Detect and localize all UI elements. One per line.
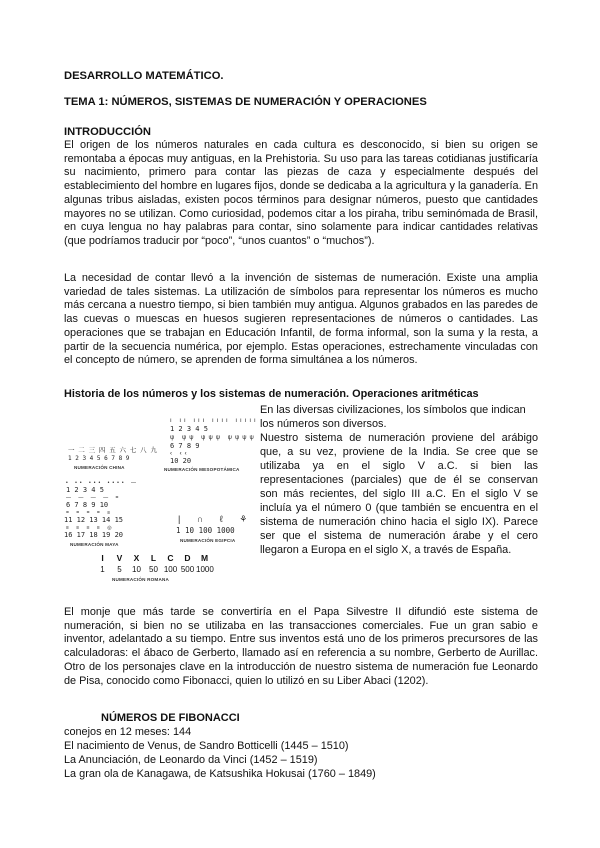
china-caption: NUMERACIÓN CHINA — [74, 465, 125, 470]
fibonacci-item: conejos en 12 meses: 144 — [64, 726, 192, 738]
maya-row-3: 11 12 13 14 15 — [64, 516, 124, 524]
egipcia-numbers: 1 10 100 1000 — [176, 526, 235, 535]
maya-row-2: 6 7 8 9 10 — [66, 501, 109, 509]
historia-line: los números son diversos. — [260, 418, 387, 430]
meso-glyphs-low: ‹ ‹‹ — [170, 451, 190, 457]
historia-line: incluía ya el número 0 (que también se encuentra en el — [260, 502, 538, 514]
roman-symbol: I — [101, 553, 104, 563]
historia-line: En las diversas civilizaciones, los símbolos que indican — [260, 404, 526, 416]
china-glyphs: 一 二 三 四 五 六 七 八 九 — [68, 447, 158, 454]
roman-symbol: D — [184, 553, 191, 563]
meso-row-1: 1 2 3 4 5 — [170, 425, 208, 433]
china-numbers: 1 2 3 4 5 6 7 8 9 — [68, 455, 130, 462]
roman-caption: NUMERACIÓN ROMANA — [112, 577, 169, 582]
roman-values-row — [94, 565, 213, 574]
historia-line: sistema de numeración chino hacia el siglo IX). Parece — [260, 516, 538, 528]
maya-caption: NUMERACIÓN MAYA — [70, 542, 119, 547]
historia-line: son más recientes, del siglo III a.C. En el siglo V se — [260, 488, 538, 500]
roman-value: 10 — [132, 565, 141, 574]
meso-caption: NUMERACIÓN MESOPOTÁMICA — [164, 467, 240, 472]
roman-value: 1000 — [196, 565, 214, 574]
historia-heading: Historia de los números y los sistemas de numeración. Operaciones aritméticas — [64, 388, 479, 400]
maya-glyphs-2: — — — — = — [66, 495, 122, 501]
roman-symbols-row — [94, 553, 213, 563]
intro-paragraph-1: El origen de los números naturales en cada cultura es desconocido, si bien su origen se remontaba a épocas muy antiguas, en la Prehistoria. Su uso para las tareas cotidianas justificaría su nacimiento, primero para contar las piezas de caza y especialmente después del establecimiento del hombre en lugares fijos, donde se dedicaba a la agricultura y la ganadería. En algunas tribus aisladas, existen pocos términos para designar números, puesto que cantidades mayores no se utilizan. Como curiosidad, podemos citar a los piraha, tribu seminómada de Brasil, en cuya lengua no hay palabras para contar, sino solamente para indicar cantidades relativas (que podríamos traducir por “poco”, “unos cuantos” o “muchos”). — [64, 139, 538, 247]
roman-symbol: X — [133, 553, 140, 563]
intro-heading: INTRODUCCIÓN — [64, 126, 152, 138]
historia-line: que, a su vez, proviene de la India. Se cree que se — [260, 446, 538, 458]
fibonacci-item: La gran ola de Kanagawa, de Katsushika Hokusai (1760 – 1849) — [64, 768, 376, 780]
roman-value: 500 — [180, 565, 195, 574]
roman-value: 5 — [117, 565, 122, 574]
meso-glyphs-mid: ψ ψψ ψψψ ψψψψ — [170, 435, 257, 441]
roman-value: 1 — [100, 565, 105, 574]
roman-value: 50 — [149, 565, 158, 574]
fibonacci-item: La Anunciación, de Leonardo da Vinci (1452 – 1519) — [64, 754, 318, 766]
numeration-systems-figure — [60, 420, 260, 585]
maya-glyphs-1: • •• ••• •••• — — [66, 480, 140, 486]
maya-row-4: 16 17 18 19 20 — [64, 531, 124, 539]
meso-row-2: 6 7 8 9 — [170, 442, 200, 450]
maya-glyphs-4: ≡ ≡ ≡ ≡ ◎ — [66, 525, 115, 531]
meso-row-3: 10 20 — [170, 457, 192, 465]
historia-line: llegaron a Europa en el siglo X, a través de España. — [260, 544, 512, 556]
intro-paragraph-2: La necesidad de contar llevó a la invención de sistemas de numeración. Existe una amplia variedad de tales sistemas. La utilización de símbolos para representar los números es mucho más cercana a nuestro tiempo, si bien también muy antigua. Algunos grabados en las paredes de las cuevas o muescas en huesos sugieren representaciones de números o cantidades. Las operaciones que se trabajan en Educación Infantil, de forma informal, son la suma y la resta, a partir de la secuencia numérica, por ejemplo. Estas operaciones, estrechamente vinculadas con el concepto de número, se aprenden de forma simultánea a los números. — [64, 272, 538, 367]
maya-glyphs-3: = = = = ≡ — [66, 510, 114, 516]
historia-line: utilizaba ya en el siglo V a.C. si bien las — [260, 460, 538, 472]
historia-line: Nuestro sistema de numeración proviene del arábigo — [260, 432, 538, 444]
historia-line: representaciones (parciales) que de él se conservan — [260, 474, 538, 486]
roman-symbol: M — [200, 553, 209, 563]
egipcia-glyphs: | ∩ ℓ ⚘ — [178, 514, 255, 524]
monje-paragraph: El monje que más tarde se convertiría en el Papa Silvestre II difundió este sistema de numeración, si bien no se utilizaba en las transacciones comerciales. Fue un gran sabio e inventor, adelantado a su tiempo. Entre sus inventos está uno de los primeros precursores de las calculadoras: el ábaco de Gerberto, llamado así en referencia a su nombre, Gerberto de Aurillac. Otro de los personajes clave en la introducción de nuestro sistema de numeración fue Leonardo de Pisa, conocido como Fibonacci, quien lo utilizó en su Liber Abaci (1202). — [64, 606, 538, 687]
roman-symbol: C — [167, 553, 174, 563]
egipcia-caption: NUMERACIÓN EGIPCIA — [180, 538, 236, 543]
fibonacci-heading: NÚMEROS DE FIBONACCI — [101, 712, 240, 724]
fibonacci-item: El nacimiento de Venus, de Sandro Botticelli (1445 – 1510) — [64, 740, 349, 752]
maya-row-1: 1 2 3 4 5 — [66, 486, 104, 494]
document-title: DESARROLLO MATEMÁTICO. — [64, 70, 224, 82]
tema-heading: TEMA 1: NÚMEROS, SISTEMAS DE NUMERACIÓN Y OPERACIONES — [64, 96, 427, 108]
roman-symbol: L — [150, 553, 157, 563]
roman-symbol: V — [116, 553, 123, 563]
meso-glyphs-top: ı ıı ııı ıııı ııııı — [170, 418, 259, 424]
roman-value: 100 — [163, 565, 178, 574]
historia-line: ser que el sistema de numeración árabe y el cero — [260, 530, 538, 542]
